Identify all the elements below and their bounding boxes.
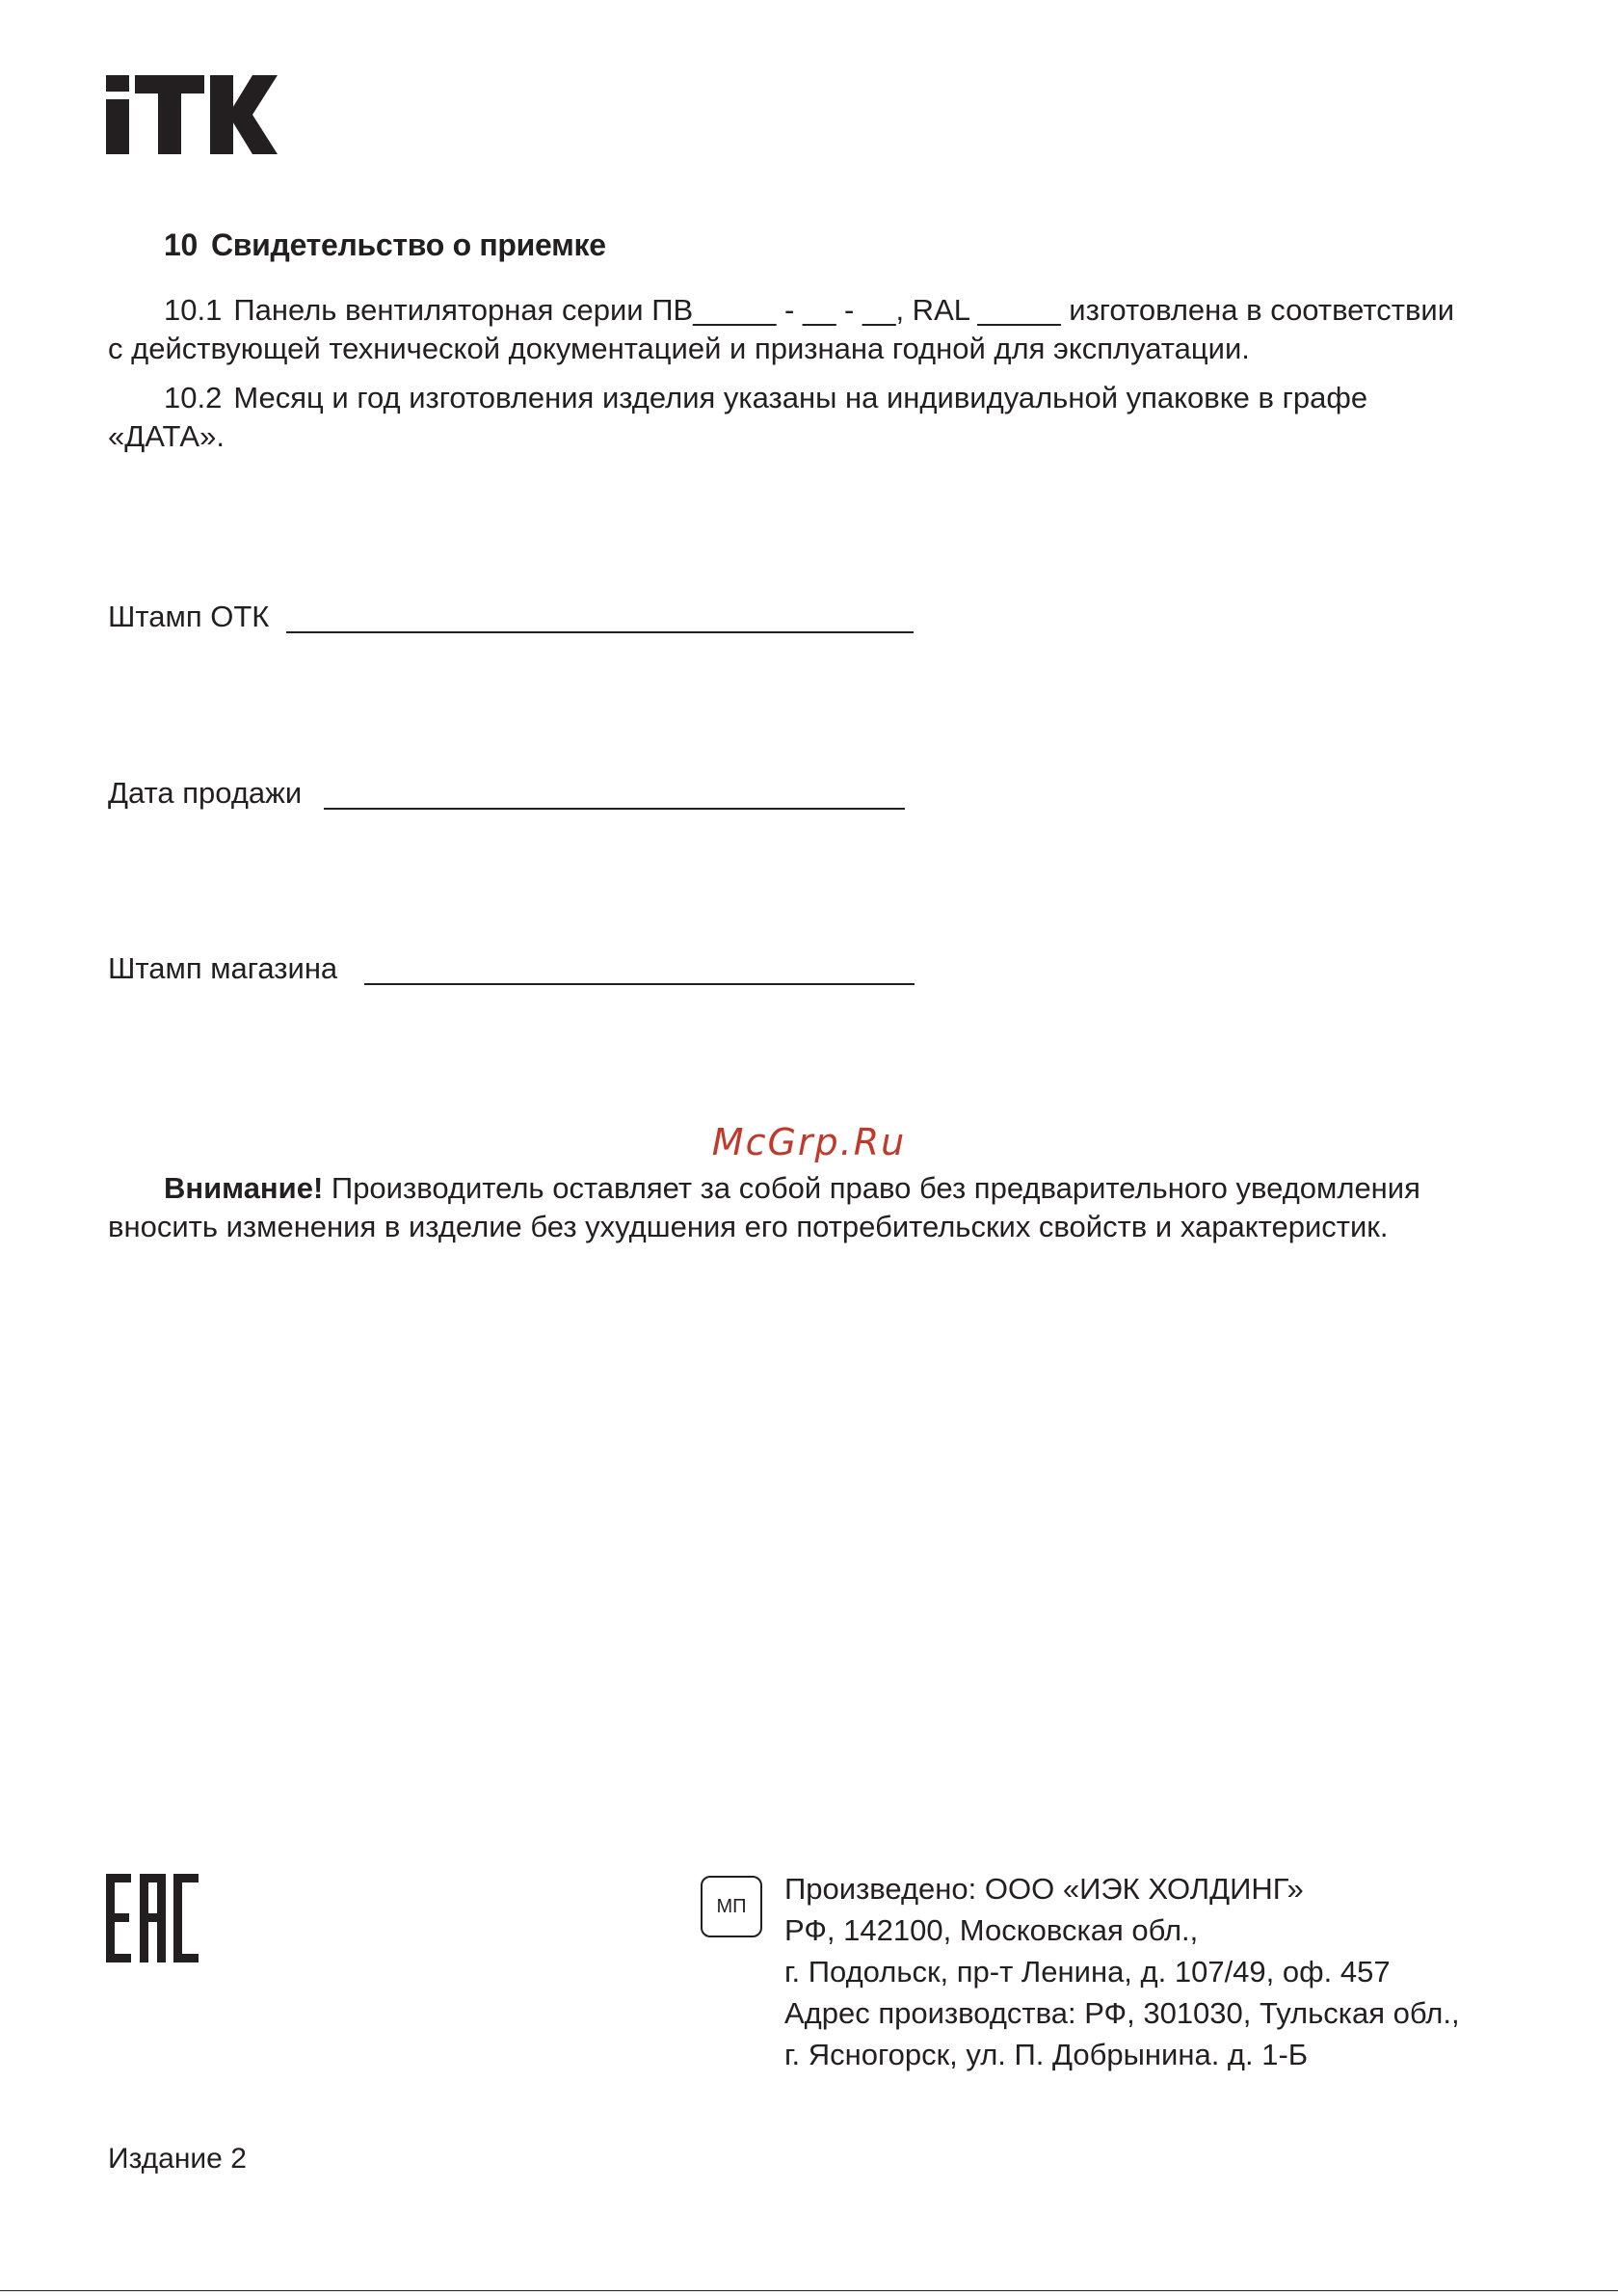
paragraph-10-2 — [108, 379, 1515, 456]
itk-logo — [106, 75, 278, 154]
sale-date-line[interactable] — [324, 808, 905, 810]
paragraph-line: Панель вентиляторная серии ПВ_____ - __ - __, RAL _____ изготовлена в соответствии — [233, 293, 1455, 327]
edition-label: Издание 2 — [108, 2143, 247, 2175]
paragraph-number: 10.2 — [164, 381, 223, 414]
seal-label: МП — [716, 1895, 747, 1917]
paragraph-line: с действующей технической документацией и признана годной для эксплуатации. — [108, 332, 1250, 365]
manufacturer-line: РФ, 142100, Московская обл., — [784, 1913, 1199, 1947]
attention-label: Внимание! — [164, 1171, 324, 1205]
otk-stamp-line[interactable] — [286, 631, 914, 633]
manufacturer-line: Произведено: ООО «ИЭК ХОЛДИНГ» — [784, 1872, 1304, 1906]
eac-certification-icon — [106, 1874, 199, 1962]
paragraph-10-1 — [108, 291, 1515, 368]
manufacturer-info — [784, 1868, 1460, 2075]
manufacturer-line: г. Подольск, пр-т Ленина, д. 107/49, оф. 457 — [784, 1955, 1391, 1989]
paragraph-number: 10.1 — [164, 293, 223, 327]
section-number: 10 — [164, 227, 198, 262]
otk-stamp-label: Штамп ОТК — [108, 600, 270, 633]
sale-date-label: Дата продажи — [108, 776, 303, 810]
watermark: McGrp.Ru — [711, 1121, 907, 1163]
manufacturer-line: г. Ясногорск, ул. П. Добрынина. д. 1-Б — [784, 2038, 1309, 2071]
attention-text: вносить изменения в изделие без ухудшения его потребительских свойств и характеристик. — [108, 1210, 1389, 1243]
store-stamp-line[interactable] — [364, 983, 915, 985]
page-bottom-rule — [0, 2290, 1618, 2291]
attention-notice — [108, 1169, 1515, 1246]
paragraph-line: Месяц и год изготовления изделия указаны на индивидуальной упаковке в графе — [233, 381, 1368, 414]
section-heading — [164, 227, 606, 263]
manufacturer-line: Адрес производства: РФ, 301030, Тульская обл., — [784, 1996, 1460, 2030]
seal-placeholder — [701, 1876, 762, 1937]
store-stamp-label: Штамп магазина — [108, 951, 338, 985]
attention-text: Производитель оставляет за собой право без предварительного уведомления — [331, 1171, 1420, 1205]
paragraph-line: «ДАТА». — [108, 419, 225, 453]
section-title: Свидетельство о приемке — [211, 227, 606, 262]
